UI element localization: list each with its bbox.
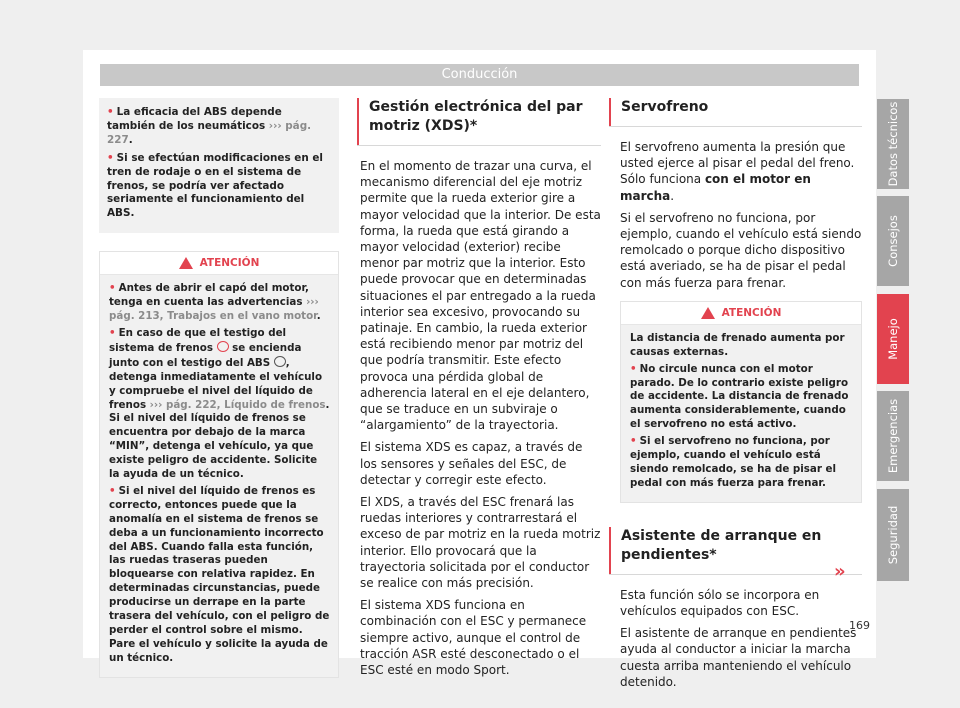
section-heading-servofreno: Servofreno (609, 98, 862, 126)
section-header: Conducción (100, 64, 859, 86)
hill-assist-body (609, 587, 862, 690)
warning-item: • Si el nivel del líquido de frenos es correcto, entonces puede que la anomalía en el sistema de frenos se deba a un funcionamiento incorrecto del ABS. Cuando falla esta función, las ruedas traseras pueden bloquearse con relativa rapidez. En determinadas circunstancias, puede producirse un derrape en la parte trasera del vehículo, con el peligro de perder el control sobre el mismo. Pare el vehículo y solicite la ayuda de un técnico. (109, 484, 330, 664)
warning-title: ATENCIÓN (199, 257, 260, 270)
warning-title: ATENCIÓN (721, 306, 782, 319)
tab-datos-tecnicos[interactable]: Datos técnicos (877, 99, 909, 189)
warning-item: • En caso de que el testigo del sistema de frenos se encienda junto con el testigo del ABS , detenga inmediatamente el vehículo y compruebe el nivel del líquido de frenos ››› pág. 222, Líquido de frenos. Si el nivel del líquido de frenos se encuentra por debajo de la marca “MIN”, detenga el vehículo, ya que existe peligro de accidente. Solicite la ayuda de un técnico. (109, 326, 330, 481)
bullet-icon: • (109, 282, 116, 295)
note-box (99, 98, 339, 233)
heading-rule (609, 527, 862, 575)
column-left (99, 98, 339, 678)
paragraph: El asistente de arranque en pendientes ayuda al conductor a iniciar la marcha cuesta arriba manteniendo el vehículo detenido. (620, 626, 857, 689)
warning-box (620, 301, 862, 503)
heading-rule (609, 98, 862, 127)
section-heading-xds: Gestión electrónica del par motriz (XDS)* (357, 98, 601, 145)
page-ref-link[interactable]: ››› pág. 227 (107, 119, 312, 146)
bullet-icon: • (107, 151, 114, 164)
warning-box (99, 251, 339, 677)
continue-arrow-icon: » (834, 561, 846, 582)
warning-triangle-icon (701, 307, 715, 319)
warning-triangle-icon (179, 257, 193, 269)
note-item: • Si se efectúan modificaciones en el tren de rodaje o en el sistema de frenos, se podría ver afectado seriamente el funcionamiento del ABS. (107, 151, 323, 220)
page-ref-link[interactable]: ››› pág. 222, Líquido de frenos (149, 398, 326, 411)
page-number: 169 (849, 619, 870, 632)
warning-body (100, 275, 338, 676)
paragraph: El sistema XDS es capaz, a través de los sensores y señales del ESC, de detectar y corregir este efecto. (360, 440, 583, 487)
column-middle (357, 98, 601, 684)
warning-intro: La distancia de frenado aumenta por causas externas. (630, 331, 845, 358)
paragraph: El XDS, a través del ESC frenará las ruedas interiores y contrarrestará el exceso de par motriz en la rueda motriz interior. Ello provocará que la trayectoria solicitada por el conductor se realice con más precisión. (360, 495, 601, 591)
column-right (609, 98, 862, 696)
tab-emergencias[interactable]: Emergencias (877, 391, 909, 481)
warning-header (621, 302, 861, 325)
note-item: • La eficacia del ABS depende también de los neumáticos ››› pág. 227. (107, 106, 312, 146)
section-heading-hill-assist: Asistente de arranque en pendientes* (609, 527, 862, 574)
bullet-icon: • (109, 326, 116, 339)
paragraph: En el momento de trazar una curva, el mecanismo diferencial del eje motriz permite que la rueda exterior gire a mayor velocidad que la interior. De esta forma, la rueda que está girando a mayor velocidad (exterior) recibe menor par motriz que la interior. Esto puede provocar que en determinadas situaciones el par entregado a la rueda interior sea excesivo, provocando su patinaje. En cambio, la rueda exterior está recibiendo menor par motriz del que podría transmitir. Este efecto provoca una pérdida global de adherencia lateral en el eje delantero, que se traduce en un subviraje o “alargamiento” de la trayectoria. (360, 159, 601, 433)
tab-manejo[interactable]: Manejo (877, 294, 909, 384)
paragraph: Esta función sólo se incorpora en vehículos equipados con ESC. (620, 587, 820, 618)
bullet-icon: • (107, 106, 114, 118)
warning-item: • No circule nunca con el motor parado. De lo contrario existe peligro de accidente. La distancia de frenado aumenta considerablemente, cuando el servofreno no está activo. (630, 362, 849, 431)
bullet-icon: • (109, 484, 116, 497)
page-ref-link[interactable]: ››› pág. 213, Trabajos en el vano motor (109, 296, 319, 323)
bullet-icon: • (630, 435, 637, 448)
servofreno-body (609, 139, 862, 291)
abs-warning-icon (274, 356, 286, 367)
tab-consejos[interactable]: Consejos (877, 196, 909, 286)
warning-item: • Si el servofreno no funciona, por ejemplo, cuando el vehículo está siendo remolcado, se ha de pisar el pedal con más fuerza para frenar. (630, 435, 837, 489)
warning-item: • Antes de abrir el capó del motor, tenga en cuenta las advertencias ››› pág. 213, Trabajos en el vano motor. (109, 282, 321, 323)
bullet-icon: • (630, 362, 637, 375)
brake-warning-icon (217, 341, 229, 352)
warning-body (621, 325, 861, 502)
warning-header (100, 252, 338, 275)
paragraph: El sistema XDS funciona en combinación con el ESC y permanece siempre activo, aunque el control de tracción ASR esté desconectado o el ESC esté en modo Sport. (360, 598, 587, 678)
tab-seguridad[interactable]: Seguridad (877, 489, 909, 581)
paragraph: Si el servofreno no funciona, por ejemplo, cuando el vehículo está siendo remolcado o porque dicho dispositivo está averiado, se ha de pisar el pedal con más fuerza para frenar. (620, 210, 862, 290)
paragraph: El servofreno aumenta la presión que usted ejerce al pisar el pedal del freno. Sólo funciona con el motor en marcha. (620, 140, 855, 203)
heading-rule (357, 98, 601, 146)
xds-body (357, 158, 601, 678)
